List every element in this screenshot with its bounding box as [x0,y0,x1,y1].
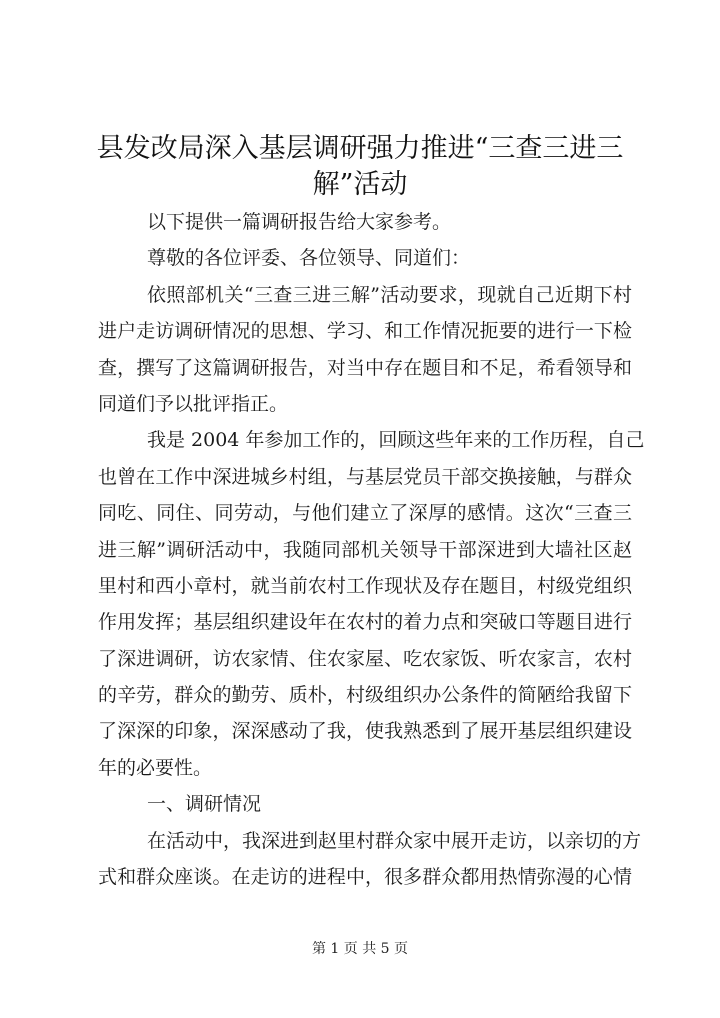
document-body [98,204,645,895]
text-line: 以下提供一篇调研报告给大家参考。 [147,211,452,233]
text-line: 作用发挥；基层组织建设年在农村的着力点和突破口等题目进行 [98,611,632,634]
text-line: 里村和西小章村，就当前农村工作现状及存在题目，村级党组织 [98,574,632,597]
text-line: 在活动中，我深进到赵里村群众家中展开走访，以亲切的方 [147,829,642,852]
text-line: 进户走访调研情况的思想、学习、和工作情况扼要的进行一下检 [98,320,632,343]
text-line: 查，撰写了这篇调研报告，对当中存在题目和不足，希看领导和 [98,356,632,379]
text-line: 的辛劳，群众的勤劳、质朴，村级组织办公条件的简陋给我留下 [98,684,632,707]
text-line: 尊敬的各位评委、各位领导、同道们： [147,247,471,270]
document-title-line-1: 县发改局深入基层调研强力推进“三查三进三 [96,133,624,164]
text-line: 式和群众座谈。在走访的进程中，很多群众都用热情弥漫的心情 [98,866,632,889]
text-line: 一、调研情况 [147,793,262,816]
text-line: 同道们予以批评指正。 [98,392,289,415]
page-number: 第 1 页 共 5 页 [311,941,409,957]
text-line: 年的必要性。 [98,756,213,779]
text-line: 依照部机关“三查三进三解”活动要求，现就自己近期下村 [147,283,632,306]
text-line: 也曾在工作中深进城乡村组，与基层党员干部交换接触，与群众 [98,465,632,488]
text-line: 了深进调研，访农家情、住农家屋、吃农家饭、听农家言，农村 [98,647,632,670]
text-line: 了深深的印象，深深感动了我，使我熟悉到了展开基层组织建设 [98,720,632,743]
text-line: 我是 2004 年参加工作的，回顾这些年来的工作历程，自己 [147,429,645,452]
document-title-line-2: 解”活动 [312,169,408,200]
text-line: 同吃、同住、同劳动，与他们建立了深厚的感情。这次“三查三 [98,502,632,525]
text-line: 进三解”调研活动中，我随同部机关领导干部深进到大墙社区赵 [98,538,632,561]
